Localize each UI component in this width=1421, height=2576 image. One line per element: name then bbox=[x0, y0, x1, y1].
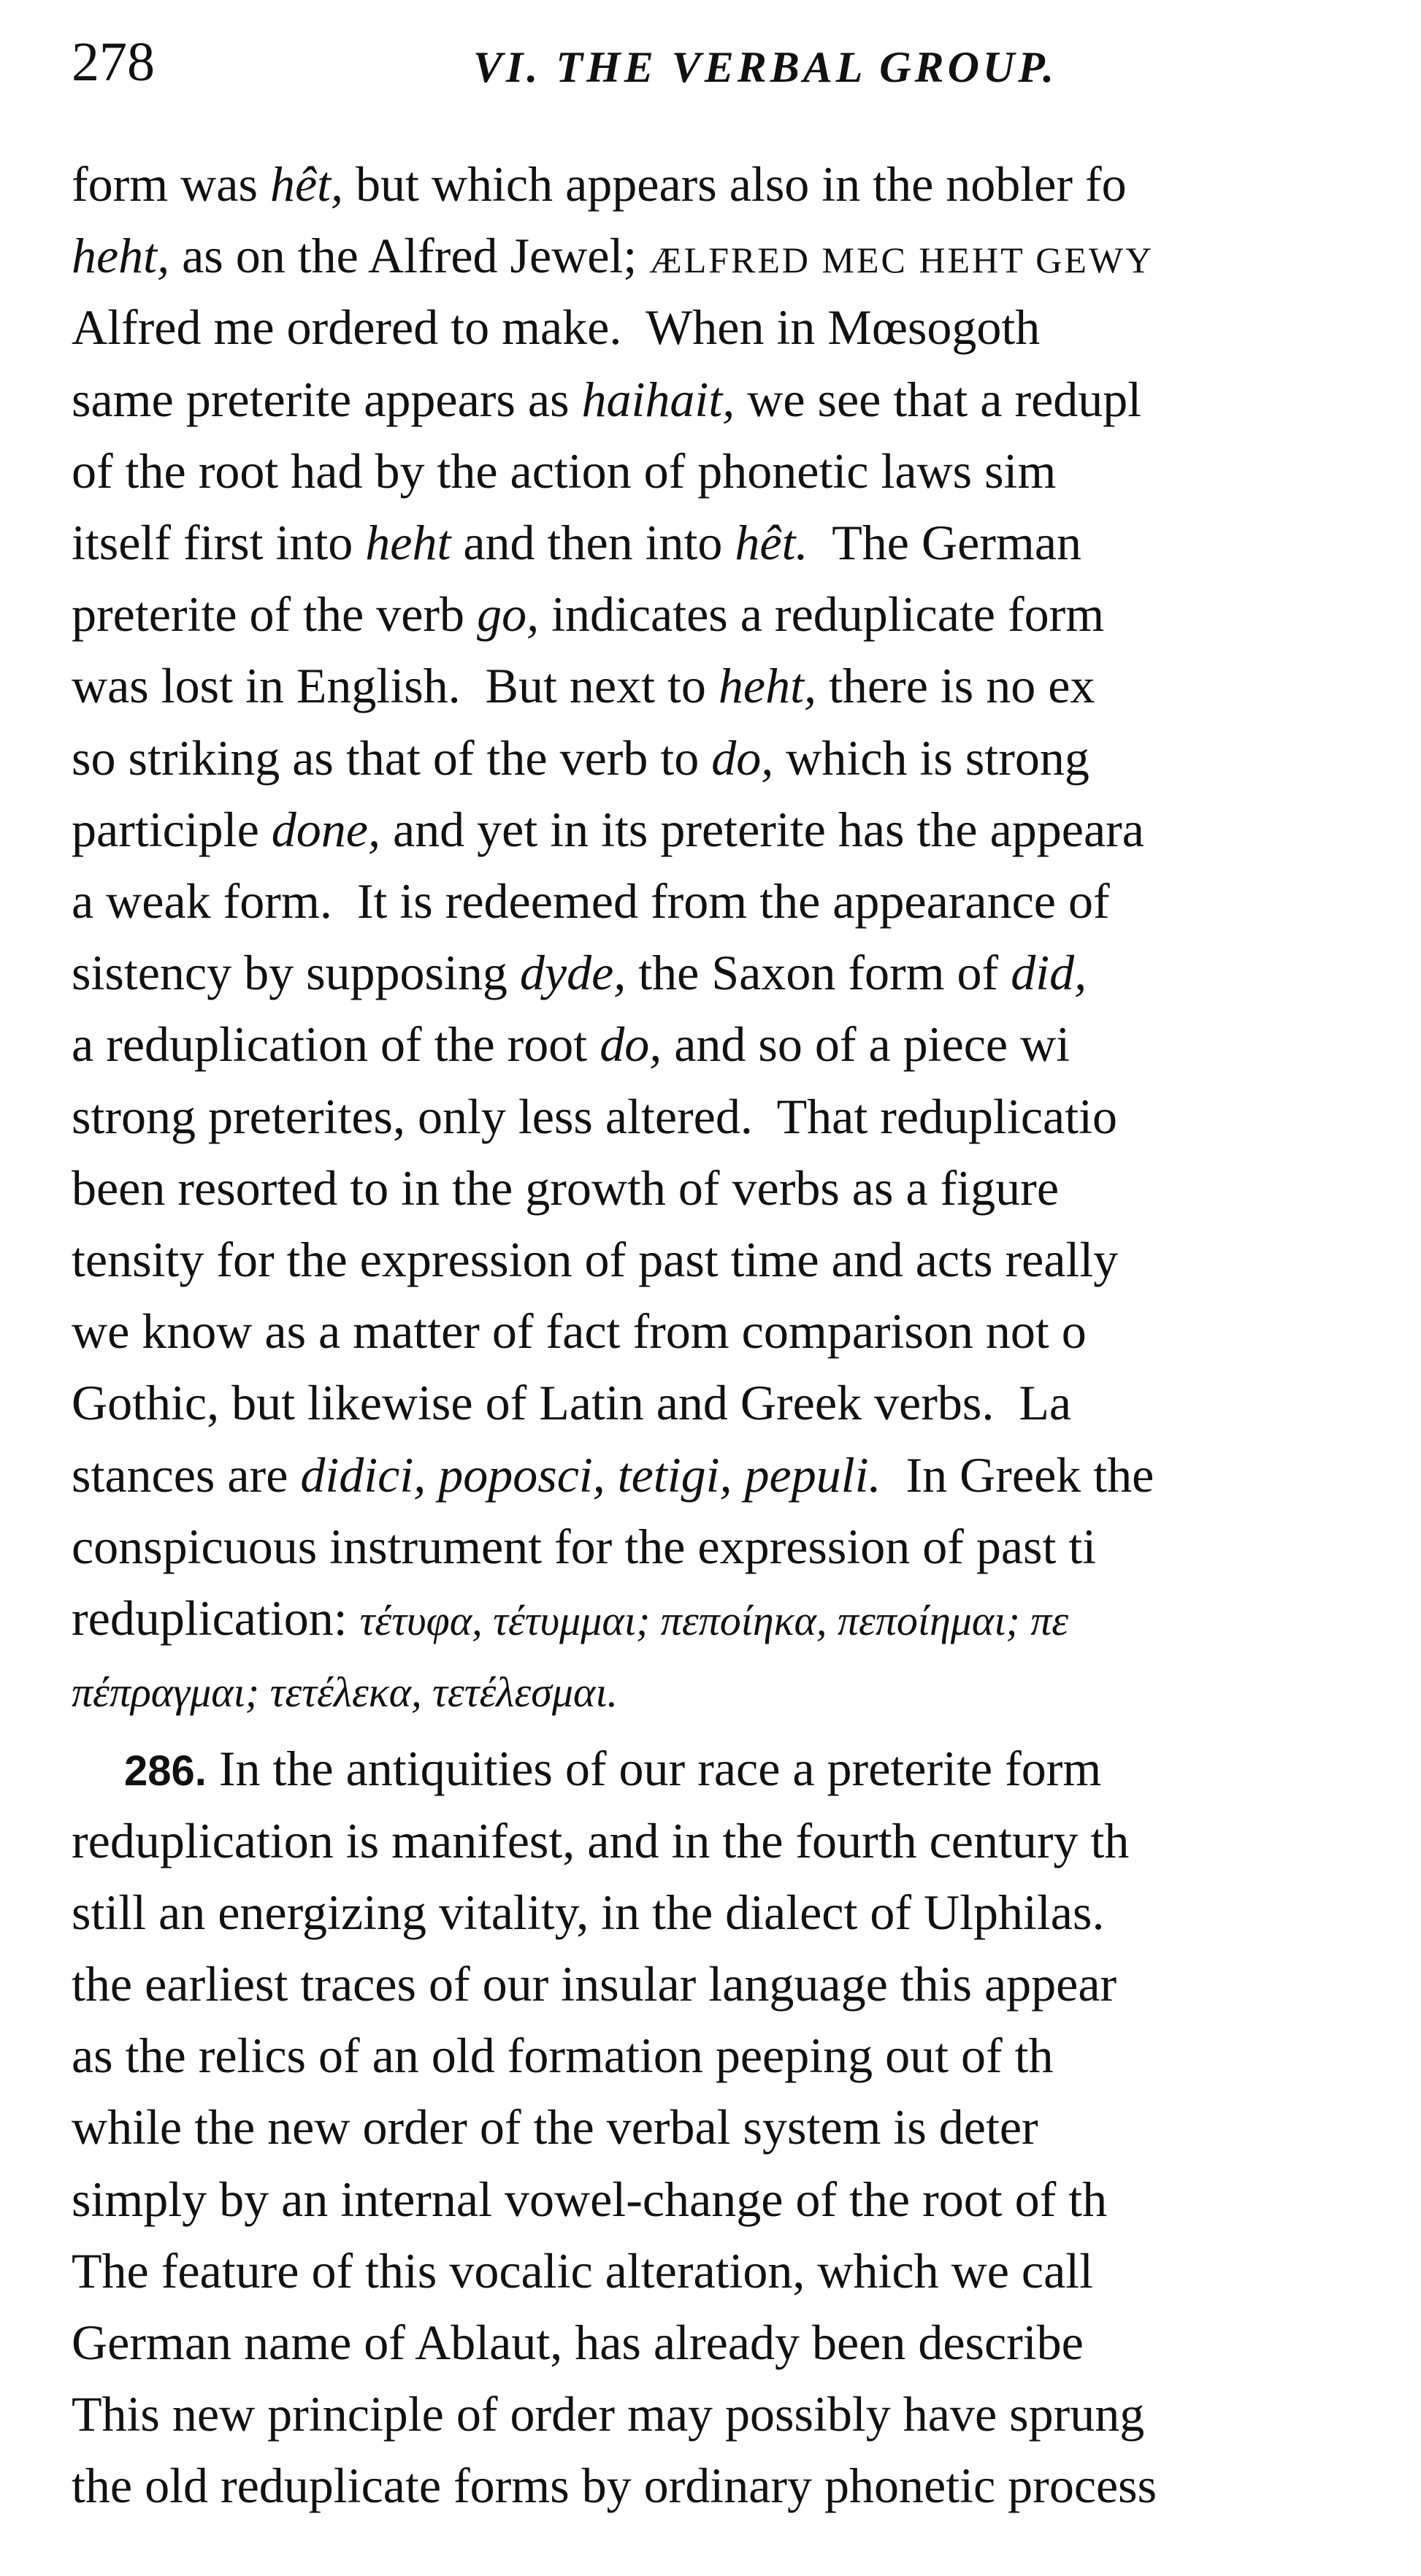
text-segment: haihait, bbox=[581, 371, 735, 427]
text-segment: German name of Ablaut, has already been describe bbox=[72, 2315, 1084, 2370]
text-segment: form was bbox=[72, 156, 270, 212]
text-line bbox=[72, 1015, 1070, 1073]
text-segment: didici, poposci, tetigi, pepuli. bbox=[300, 1446, 881, 1503]
text-segment: do, bbox=[600, 1016, 662, 1073]
text-line bbox=[72, 370, 1141, 429]
text-segment: same preterite appears as bbox=[72, 371, 582, 427]
text-line bbox=[72, 1955, 1116, 2013]
text-segment: reduplication: bbox=[72, 1590, 360, 1646]
text-segment: heht, bbox=[718, 658, 816, 714]
text-segment: conspicuous instrument for the expression of past ti bbox=[72, 1518, 1097, 1574]
text-line bbox=[124, 1739, 1101, 1801]
text-segment: go, bbox=[477, 586, 540, 643]
text-line bbox=[72, 513, 1081, 572]
text-line bbox=[72, 1589, 1068, 1650]
text-line bbox=[72, 1812, 1129, 1870]
text-line bbox=[72, 298, 1040, 356]
text-line bbox=[72, 226, 1154, 289]
text-segment: Gothic, but likewise of Latin and Greek verbs. La bbox=[72, 1375, 1072, 1431]
text-line bbox=[72, 1660, 618, 1722]
text-segment: as the relics of an old formation peeping out of th bbox=[72, 2028, 1054, 2084]
text-segment: which is strong bbox=[773, 729, 1089, 786]
text-segment: of the root had by the action of phonetic laws sim bbox=[72, 442, 1057, 499]
text-segment: still an energizing vitality, in the dialect of Ulphilas. bbox=[72, 1884, 1105, 1940]
text-segment: the earliest traces of our insular language this appear bbox=[72, 1956, 1117, 2012]
text-line bbox=[72, 729, 1089, 787]
text-segment: dyde, bbox=[519, 945, 627, 1001]
text-segment: reduplication is manifest, and in the fourth century th bbox=[72, 1812, 1130, 1868]
text-line bbox=[72, 1883, 1104, 1941]
text-line bbox=[72, 943, 1087, 1002]
text-segment: The feature of this vocalic alteration, which we call bbox=[72, 2242, 1094, 2299]
text-line bbox=[72, 1302, 1087, 1360]
text-segment: indicates a reduplicate form bbox=[539, 586, 1105, 643]
text-segment: was lost in English. But next to bbox=[72, 658, 719, 714]
text-segment: heht bbox=[365, 515, 451, 570]
text-segment: In Greek the bbox=[881, 1446, 1154, 1503]
text-segment: done, bbox=[271, 801, 380, 857]
text-line bbox=[72, 1159, 1059, 1217]
text-line bbox=[72, 2385, 1144, 2443]
text-segment: did, bbox=[1011, 945, 1087, 1001]
text-line bbox=[72, 656, 1095, 715]
text-line bbox=[72, 1446, 1154, 1504]
text-line bbox=[72, 1517, 1096, 1576]
text-segment: and yet in its preterite has the appeara bbox=[380, 801, 1144, 857]
text-segment: been resorted to in the growth of verbs as a figure bbox=[72, 1159, 1059, 1216]
text-segment: we see that a redupl bbox=[735, 371, 1142, 427]
text-segment: a weak form. It is redeemed from the appearance of bbox=[72, 873, 1110, 929]
text-segment: and so of a piece wi bbox=[662, 1016, 1070, 1073]
text-segment: simply by an internal vowel-change of the root of th bbox=[72, 2171, 1108, 2227]
text-line bbox=[72, 2170, 1107, 2228]
text-line bbox=[72, 1087, 1117, 1146]
text-segment: as on the Alfred Jewel; bbox=[169, 228, 650, 284]
text-segment: a reduplication of the root bbox=[72, 1016, 600, 1073]
text-segment: stances are bbox=[72, 1446, 301, 1503]
text-line bbox=[72, 155, 1127, 213]
text-segment: participle bbox=[72, 801, 272, 857]
text-line bbox=[72, 2098, 1038, 2156]
text-segment: do, bbox=[711, 729, 774, 786]
text-segment: 286. bbox=[124, 1747, 207, 1795]
text-line bbox=[72, 442, 1056, 500]
text-line bbox=[72, 2026, 1054, 2085]
text-line bbox=[72, 585, 1104, 643]
text-line bbox=[72, 2456, 1157, 2515]
text-segment: heht, bbox=[72, 228, 170, 284]
text-segment: In the antiquities of our race a preterite form bbox=[206, 1741, 1102, 1797]
text-segment: τέτυφα, τέτυμμαι; πεποίηκα, πεποίημαι; πε bbox=[359, 1597, 1069, 1644]
text-segment: there is no ex bbox=[816, 658, 1095, 714]
text-segment: The German bbox=[808, 515, 1081, 570]
text-segment: tensity for the expression of past time and acts really bbox=[72, 1232, 1119, 1287]
text-segment: itself first into bbox=[72, 515, 366, 570]
text-line bbox=[72, 2313, 1084, 2372]
text-segment: we know as a matter of fact from comparison not o bbox=[72, 1303, 1087, 1360]
running-head: VI. THE VERBAL GROUP. bbox=[473, 43, 1058, 91]
text-line bbox=[72, 2242, 1093, 2300]
text-segment: but which appears also in the nobler fo bbox=[343, 156, 1127, 212]
text-segment: sistency by supposing bbox=[72, 945, 520, 1001]
text-line bbox=[72, 800, 1144, 859]
text-segment: the Saxon form of bbox=[626, 945, 1011, 1001]
text-line bbox=[72, 1373, 1071, 1432]
text-segment: the old reduplicate forms by ordinary phonetic process bbox=[72, 2458, 1157, 2514]
text-segment: preterite of the verb bbox=[72, 586, 478, 643]
text-segment: while the new order of the verbal system is deter bbox=[72, 2099, 1038, 2155]
text-segment: hêt, bbox=[269, 156, 344, 212]
text-segment: strong preterites, only less altered. That reduplicatio bbox=[72, 1088, 1117, 1144]
text-segment: πέπραγμαι; τετέλεκα, τετέλεσμαι. bbox=[72, 1668, 618, 1717]
text-segment: ÆLFRED MEC HEHT GEWY bbox=[649, 239, 1154, 281]
text-line bbox=[72, 872, 1110, 930]
text-segment: Alfred me ordered to make. When in Mœsogoth bbox=[72, 299, 1041, 356]
page-number: 278 bbox=[72, 31, 155, 93]
text-segment: so striking as that of the verb to bbox=[72, 729, 712, 786]
text-segment: hêt. bbox=[735, 515, 808, 570]
text-line bbox=[72, 1230, 1118, 1289]
text-segment: and then into bbox=[451, 515, 735, 570]
text-segment: This new principle of order may possibly have sprung bbox=[72, 2386, 1145, 2442]
